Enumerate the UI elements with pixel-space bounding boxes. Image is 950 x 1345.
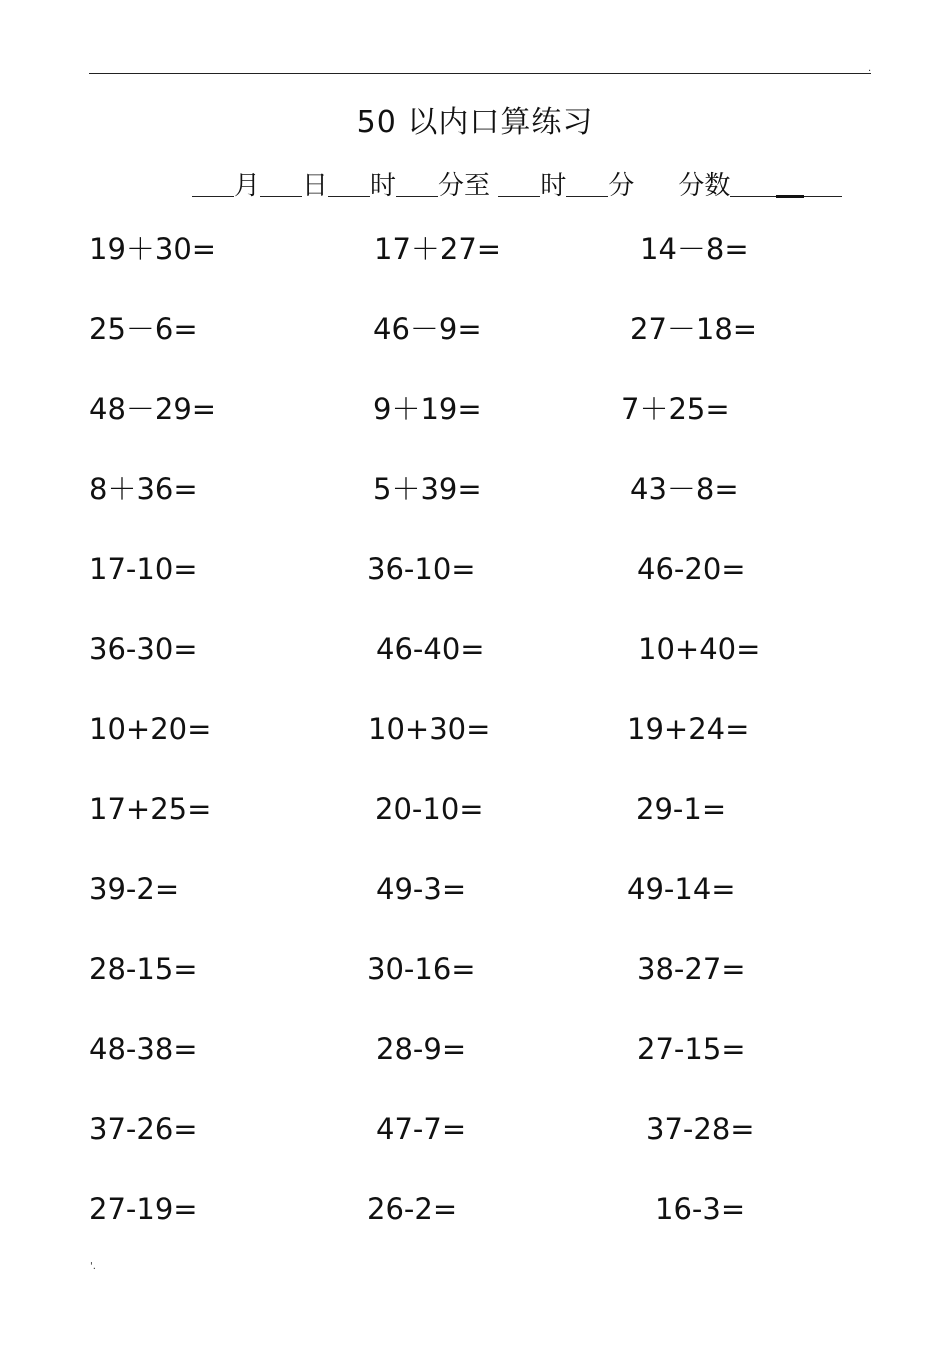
problem-item: 16-3= xyxy=(655,1192,746,1226)
problem-item: 47-7= xyxy=(376,1112,467,1146)
problem-item: 19＋30= xyxy=(89,232,217,266)
problem-item: 28-9= xyxy=(376,1032,467,1066)
problem-item: 48－29= xyxy=(89,392,217,426)
month-label: 月 xyxy=(234,171,261,201)
end-hour-label: 时 xyxy=(540,171,567,201)
problem-item: 10+30= xyxy=(368,712,491,746)
problem-item: 46-20= xyxy=(637,552,746,586)
problem-item: 43－8= xyxy=(630,472,739,506)
problem-item: 48-38= xyxy=(89,1032,198,1066)
problem-item: 17＋27= xyxy=(374,232,502,266)
problem-item: 7＋25= xyxy=(621,392,730,426)
problem-item: 14－8= xyxy=(640,232,749,266)
problem-item: 17-10= xyxy=(89,552,198,586)
problem-item: 25－6= xyxy=(89,312,198,346)
problem-item: 49-14= xyxy=(627,872,736,906)
problem-item: 10+40= xyxy=(638,632,761,666)
problem-item: 17+25= xyxy=(89,792,212,826)
corner-mark-bottom-left: '. xyxy=(90,1261,96,1272)
problem-item: 49-3= xyxy=(376,872,467,906)
problem-item: 27-19= xyxy=(89,1192,198,1226)
problem-item: 37-28= xyxy=(646,1112,755,1146)
problem-item: 20-10= xyxy=(375,792,484,826)
day-label: 日 xyxy=(302,171,329,201)
corner-mark-top-right: . xyxy=(868,63,872,74)
score-label: 分数 xyxy=(678,171,731,201)
problem-item: 39-2= xyxy=(89,872,180,906)
problem-item: 5＋39= xyxy=(373,472,482,506)
problem-item: 27－18= xyxy=(630,312,758,346)
minute-to-label: 分至 xyxy=(438,171,491,201)
problem-item: 36-30= xyxy=(89,632,198,666)
problem-item: 46-40= xyxy=(376,632,485,666)
page-title: 50 以内口算练习 xyxy=(356,105,594,140)
problem-item: 38-27= xyxy=(637,952,746,986)
problem-item: 46－9= xyxy=(373,312,482,346)
problem-item: 30-16= xyxy=(367,952,476,986)
problem-item: 10+20= xyxy=(89,712,212,746)
problem-item: 8＋36= xyxy=(89,472,198,506)
end-minute-label: 分 xyxy=(608,171,635,201)
problem-item: 9＋19= xyxy=(373,392,482,426)
problem-item: 19+24= xyxy=(627,712,750,746)
problem-item: 27-15= xyxy=(637,1032,746,1066)
problem-item: 37-26= xyxy=(89,1112,198,1146)
problem-item: 36-10= xyxy=(367,552,476,586)
start-hour-label: 时 xyxy=(370,171,397,201)
problem-item: 28-15= xyxy=(89,952,198,986)
problem-item: 29-1= xyxy=(636,792,727,826)
problem-item: 26-2= xyxy=(367,1192,458,1226)
